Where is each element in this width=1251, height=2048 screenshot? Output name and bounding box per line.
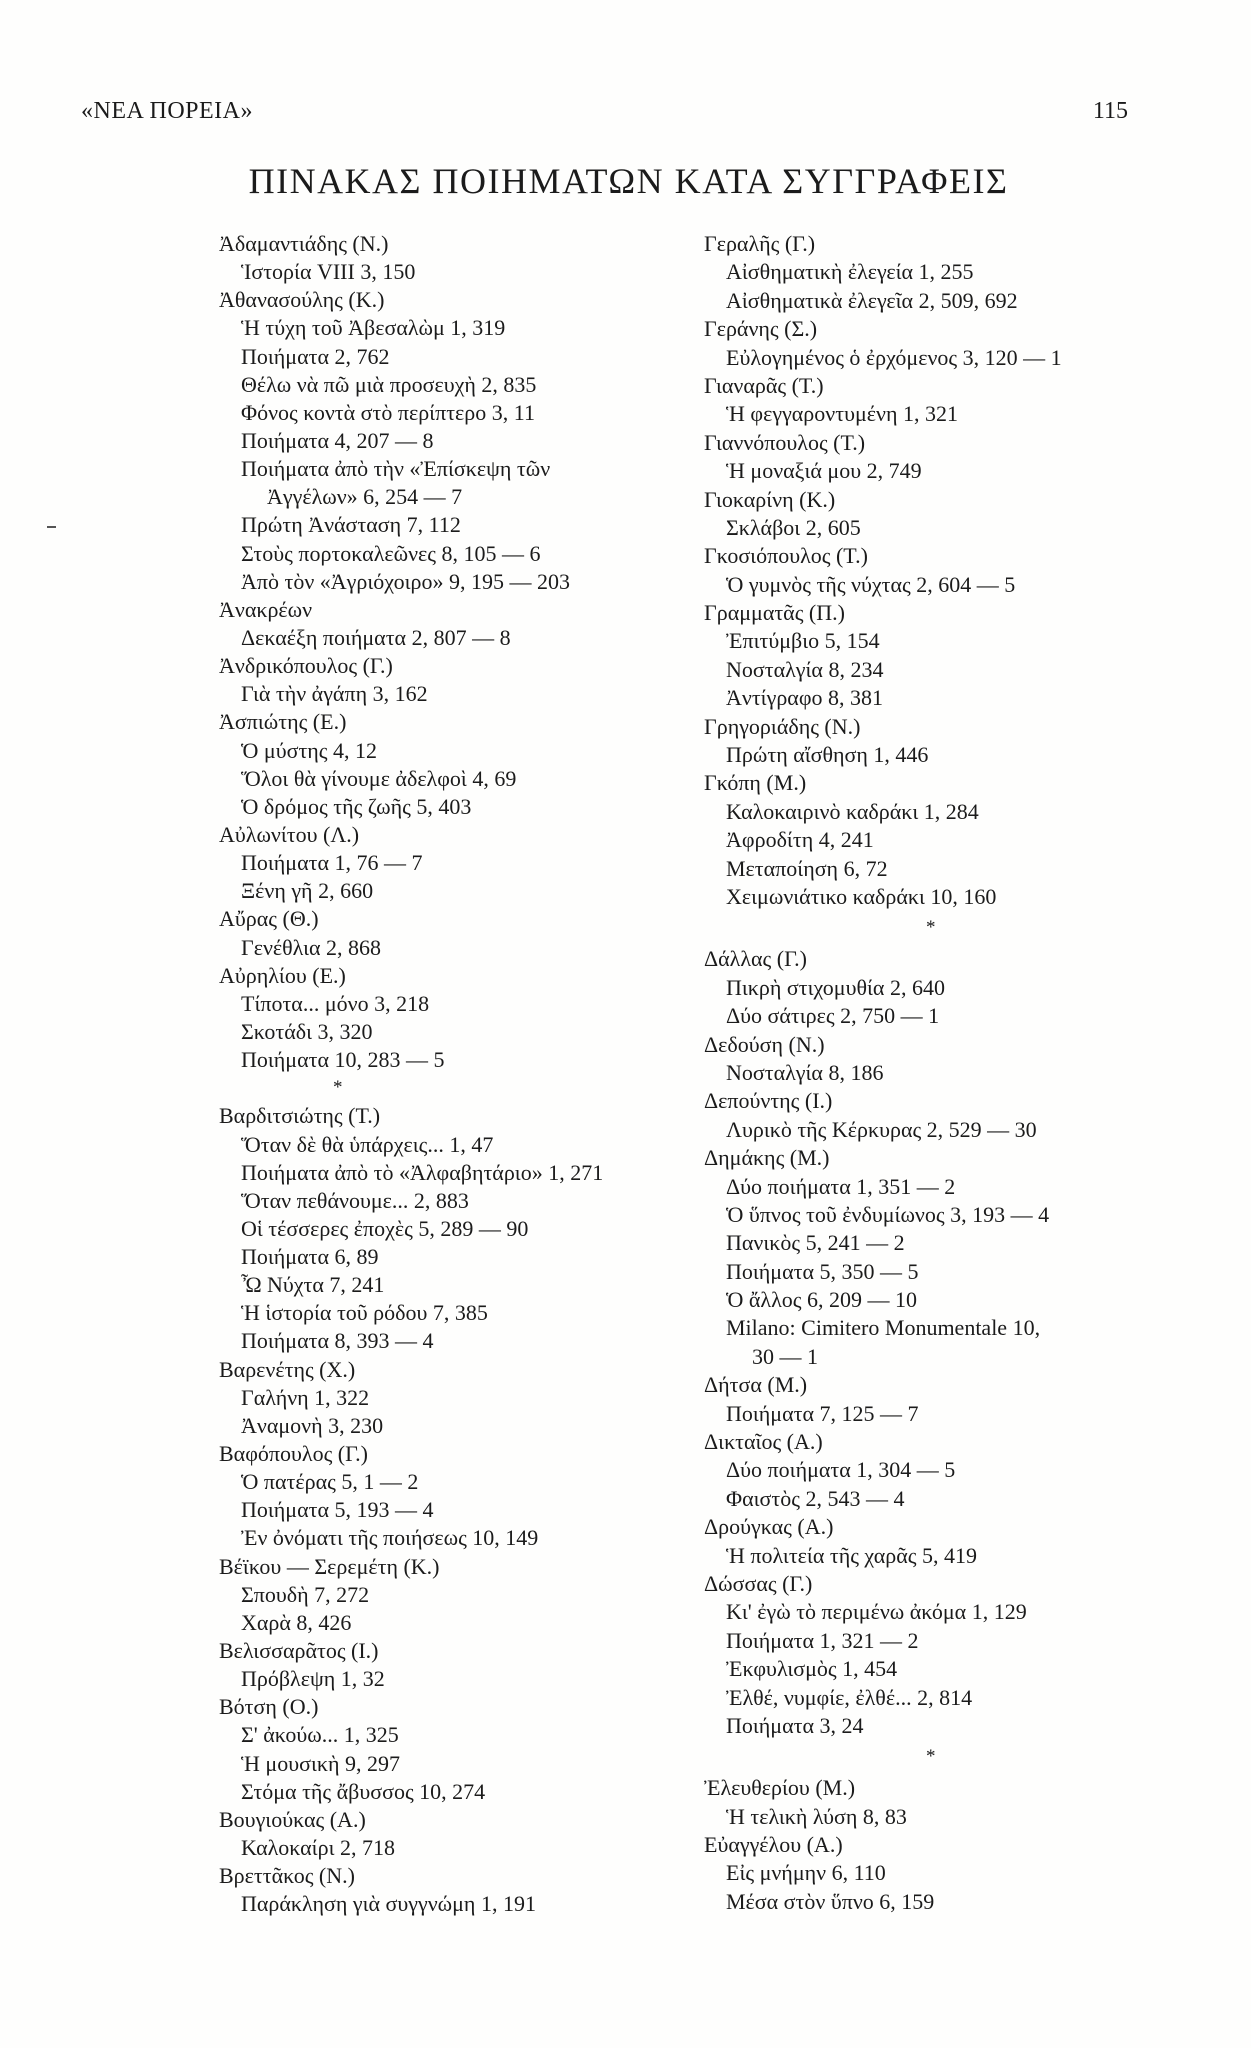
poem-entry: Πανικὸς 5, 241 — 2 [726,1230,905,1256]
poem-entry: Ἡ μουσικὴ 9, 297 [241,1750,400,1776]
author-entry [704,315,1224,372]
poem-entry: Ξένη γῆ 2, 660 [241,878,374,904]
page-title: ΠΙΝΑΚΑΣ ΠΟΙΗΜΑΤΩΝ ΚΑΤΑ ΣΥΓΓΡΑΦΕΙΣ [248,161,1009,201]
author-entry [219,1356,689,1440]
author-name: Ἀνδρικόπουλος (Γ.) [219,653,393,679]
poem-entry: Ὦ Νύχτα 7, 241 [241,1272,385,1298]
author-name: Δρούγκας (Α.) [704,1514,834,1540]
poem-entry: Δύο ποιήματα 1, 304 — 5 [726,1457,956,1483]
author-entry [219,230,689,286]
poem-entry: Ἐπιτύμβιο 5, 154 [726,628,880,654]
poem-entry: Milano: Cimitero Monumentale 10, [726,1315,1041,1341]
author-entry [704,945,1224,1030]
poem-entry: Ὅταν δὲ θὰ ὑπάρχεις... 1, 47 [241,1131,494,1157]
author-entry [704,1087,1224,1144]
author-entry [219,596,689,652]
section-separator: * [926,1746,936,1768]
author-name: Δικταῖος (Α.) [704,1429,823,1455]
author-name: Ἐλευθερίου (Μ.) [704,1775,856,1801]
poem-entry: Φαιστὸς 2, 543 — 4 [726,1485,905,1511]
poem-entry: Ἡ μοναξιά μου 2, 749 [726,458,922,484]
poem-entry: Ποιήματα 3, 24 [726,1712,864,1738]
author-entry [219,652,689,708]
poem-entry: Ὁ μύστης 4, 12 [241,737,378,763]
author-name: Γεραλῆς (Γ.) [704,231,816,256]
author-name: Γρηγοριάδης (Ν.) [704,713,861,739]
author-name: Δεδούση (Ν.) [704,1031,825,1057]
author-entry [219,821,689,905]
poem-entry: Τίποτα... μόνο 3, 218 [241,990,430,1016]
author-entry [704,1774,1224,1831]
author-entry [704,1144,1224,1371]
poem-entry: Ἐκφυλισμὸς 1, 454 [726,1656,898,1682]
poem-entry: Ἡ πολιτεία τῆς χαρᾶς 5, 419 [726,1542,977,1568]
poem-entry: Σκλάβοι 2, 605 [726,514,861,540]
author-name: Γιαναρᾶς (Τ.) [704,372,824,398]
poem-entry: Ποιήματα 4, 207 — 8 [241,427,434,453]
poem-entry: Φόνος κοντὰ στὸ περίπτερο 3, 11 [241,399,535,425]
author-entry [704,372,1224,429]
author-entry [704,1371,1224,1428]
poem-entry: Σκοτάδι 3, 320 [241,1018,373,1044]
author-name: Γιαννόπουλος (Τ.) [704,429,866,455]
poem-entry: Ἡ τελικὴ λύση 8, 83 [726,1803,907,1829]
author-name: Αὐρηλίου (Ε.) [219,962,346,988]
author-entry [219,1440,689,1553]
section-separator: * [333,1077,343,1099]
author-entry [219,905,689,961]
poem-entry: Ποιήματα 5, 350 — 5 [726,1258,919,1284]
author-entry [219,286,689,596]
author-entry [704,542,1224,599]
poem-entry: Εἰς μνήμην 6, 110 [726,1860,886,1886]
poem-entry: Ὅλοι θὰ γίνουμε ἀδελφοὶ 4, 69 [241,765,517,791]
author-entry [704,230,1224,315]
poem-entry: Ποιήματα 10, 283 — 5 [241,1047,445,1073]
author-name: Δήτσα (Μ.) [704,1372,808,1398]
author-name: Αὐλωνίτου (Λ.) [219,821,360,847]
author-entry [704,1513,1224,1570]
author-name: Γεράνης (Σ.) [704,316,818,342]
poem-entry: Αἰσθηματικὰ ἐλεγεῖα 2, 509, 692 [726,287,1018,313]
author-entry [219,1806,689,1862]
author-name: Δάλλας (Γ.) [704,946,807,972]
margin-mark [47,526,56,528]
poem-entry: Γιὰ τὴν ἀγάπη 3, 162 [241,681,428,707]
poem-entry: Χειμωνιάτικο καδράκι 10, 160 [726,883,997,909]
poem-entry: Ἀπὸ τὸν «Ἀγριόχοιρο» 9, 195 — 203 [241,568,570,594]
poem-entry: Ὁ ἄλλος 6, 209 — 10 [726,1287,917,1313]
author-entry [704,1031,1224,1088]
author-name: Ἀδαμαντιάδης (Ν.) [219,231,389,256]
poem-entry: Ἀντίγραφο 8, 381 [726,685,884,711]
page-number: 115 [1092,98,1128,124]
poem-entry: Στόμα τῆς ἄβυσσος 10, 274 [241,1778,486,1804]
poem-entry: Νοσταλγία 8, 234 [726,656,884,682]
poem-entry: Μέσα στὸν ὕπνο 6, 159 [726,1888,935,1914]
author-name: Γραμματᾶς (Π.) [704,600,845,626]
author-name: Ἀσπιώτης (Ε.) [219,709,347,735]
author-entry [704,713,1224,770]
poem-entry: Ὁ γυμνὸς τῆς νύχτας 2, 604 — 5 [726,571,1016,597]
poem-entry-continuation: 30 — 1 [752,1343,818,1369]
poem-entry: Ποιήματα 2, 762 [241,343,390,369]
author-name: Βουγιούκας (Α.) [219,1806,366,1832]
author-name: Αὔρας (Θ.) [219,906,319,932]
poem-entry: Χαρὰ 8, 426 [241,1609,352,1635]
poem-entry: Ὁ δρόμος τῆς ζωῆς 5, 403 [241,793,472,819]
author-name: Βέϊκου — Σερεμέτη (Κ.) [219,1553,440,1579]
author-entry [219,962,689,1075]
poem-entry: Εὐλογημένος ὁ ἐρχόμενος 3, 120 — 1 [726,344,1062,370]
author-entry [219,1637,689,1693]
poem-entry: Ἡ φεγγαροντυμένη 1, 321 [726,401,958,427]
author-name: Δημάκης (Μ.) [704,1145,830,1171]
poem-entry: Γαλήνη 1, 322 [241,1384,370,1410]
poem-entry: Ἱστορία VIII 3, 150 [241,259,416,285]
poem-entry: Ὁ ὕπνος τοῦ ἐνδυμίωνος 3, 193 — 4 [726,1201,1050,1227]
left-column [219,230,689,1918]
author-entry [704,1570,1224,1740]
poem-entry: Ποιήματα 6, 89 [241,1244,379,1270]
poem-entry: Θέλω νὰ πῶ μιὰ προσευχὴ 2, 835 [241,371,537,397]
poem-entry: Ὁ πατέρας 5, 1 — 2 [241,1469,419,1495]
section-separator: * [926,917,936,939]
poem-entry: Γενέθλια 2, 868 [241,934,382,960]
poem-entry: Πρώτη αἴσθηση 1, 446 [726,742,929,768]
poem-entry: Ἀφροδίτη 4, 241 [726,827,874,853]
author-entry [704,1428,1224,1513]
author-name: Βρεττᾶκος (Ν.) [219,1863,355,1889]
author-entry [704,599,1224,713]
author-entry [704,769,1224,911]
author-name: Βαρδιτσιώτης (Τ.) [219,1103,381,1129]
author-name: Δεπούντης (Ι.) [704,1088,833,1114]
author-entry [704,1831,1224,1916]
poem-entry: Ἀναμονὴ 3, 230 [241,1412,384,1438]
poem-entry: Πρώτη Ἀνάσταση 7, 112 [241,512,461,538]
author-entry [219,708,689,821]
author-name: Δώσσας (Γ.) [704,1570,813,1596]
poem-entry: Ποιήματα ἀπὸ τὸ «Ἀλφαβητάριο» 1, 271 [241,1159,604,1185]
poem-entry: Λυρικὸ τῆς Κέρκυρας 2, 529 — 30 [726,1116,1037,1142]
author-entry [704,486,1224,543]
poem-entry: Στοὺς πορτοκαλεῶνες 8, 105 — 6 [241,540,541,566]
author-entry [219,1102,689,1355]
author-entry [219,1693,689,1806]
author-name: Βότση (Ο.) [219,1694,319,1720]
poem-entry: Οἱ τέσσερες ἐποχὲς 5, 289 — 90 [241,1215,529,1241]
poem-entry: Ποιήματα 5, 193 — 4 [241,1497,434,1523]
author-entry [704,429,1224,486]
poem-entry: Πικρὴ στιχομυθία 2, 640 [726,974,945,1000]
poem-entry: Δύο ποιήματα 1, 351 — 2 [726,1173,956,1199]
poem-entry: Πρόβλεψη 1, 32 [241,1666,385,1692]
poem-entry: Καλοκαίρι 2, 718 [241,1835,395,1861]
right-column [704,230,1224,1916]
poem-entry: Ποιήματα ἀπὸ τὴν «Ἐπίσκεψη τῶν [241,456,551,482]
author-name: Ἀνακρέων [219,596,313,622]
author-name: Βαρενέτης (Χ.) [219,1356,356,1382]
author-name: Ἀθανασούλης (Κ.) [219,287,385,313]
poem-entry: Ἐλθέ, νυμφίε, ἐλθέ... 2, 814 [726,1684,973,1710]
poem-entry: Ὅταν πεθάνουμε... 2, 883 [241,1187,469,1213]
poem-entry: Ποιήματα 7, 125 — 7 [726,1400,919,1426]
poem-entry: Σ' ἀκούω... 1, 325 [241,1722,399,1748]
poem-entry: Μεταποίηση 6, 72 [726,855,888,881]
author-name: Εὐαγγέλου (Α.) [704,1832,843,1858]
author-entry [219,1553,689,1637]
journal-title: «ΝΕΑ ΠΟΡΕΙΑ» [81,98,253,124]
author-name: Βελισσαρᾶτος (Ι.) [219,1638,379,1664]
poem-entry: Ἡ ἱστορία τοῦ ρόδου 7, 385 [241,1300,488,1326]
author-entry [219,1862,689,1918]
poem-entry: Δεκαέξη ποιήματα 2, 807 — 8 [241,624,511,650]
author-name: Γιοκαρίνη (Κ.) [704,486,836,512]
poem-entry: Σπουδὴ 7, 272 [241,1581,370,1607]
poem-entry: Νοσταλγία 8, 186 [726,1059,884,1085]
poem-entry: Καλοκαιρινὸ καδράκι 1, 284 [726,798,979,824]
author-name: Γκοσιόπουλος (Τ.) [704,543,868,569]
author-name: Γκόπη (Μ.) [704,770,807,796]
poem-entry: Ἐν ὀνόματι τῆς ποιήσεως 10, 149 [241,1525,539,1551]
poem-entry: Δύο σάτιρες 2, 750 — 1 [726,1003,940,1029]
poem-entry: Ἡ τύχη τοῦ Ἀβεσαλὼμ 1, 319 [241,315,506,341]
poem-entry: Παράκληση γιὰ συγγνώμη 1, 191 [241,1891,536,1917]
poem-entry: Ποιήματα 1, 321 — 2 [726,1627,919,1653]
poem-entry: Κι' ἐγὼ τὸ περιμένω ἀκόμα 1, 129 [726,1599,1027,1625]
poem-entry: Αἰσθηματικὴ ἐλεγεία 1, 255 [726,259,974,285]
poem-entry: Ποιήματα 1, 76 — 7 [241,850,423,876]
poem-entry-continuation: Ἀγγέλων» 6, 254 — 7 [267,484,463,510]
poem-entry: Ποιήματα 8, 393 — 4 [241,1328,434,1354]
author-name: Βαφόπουλος (Γ.) [219,1441,369,1467]
